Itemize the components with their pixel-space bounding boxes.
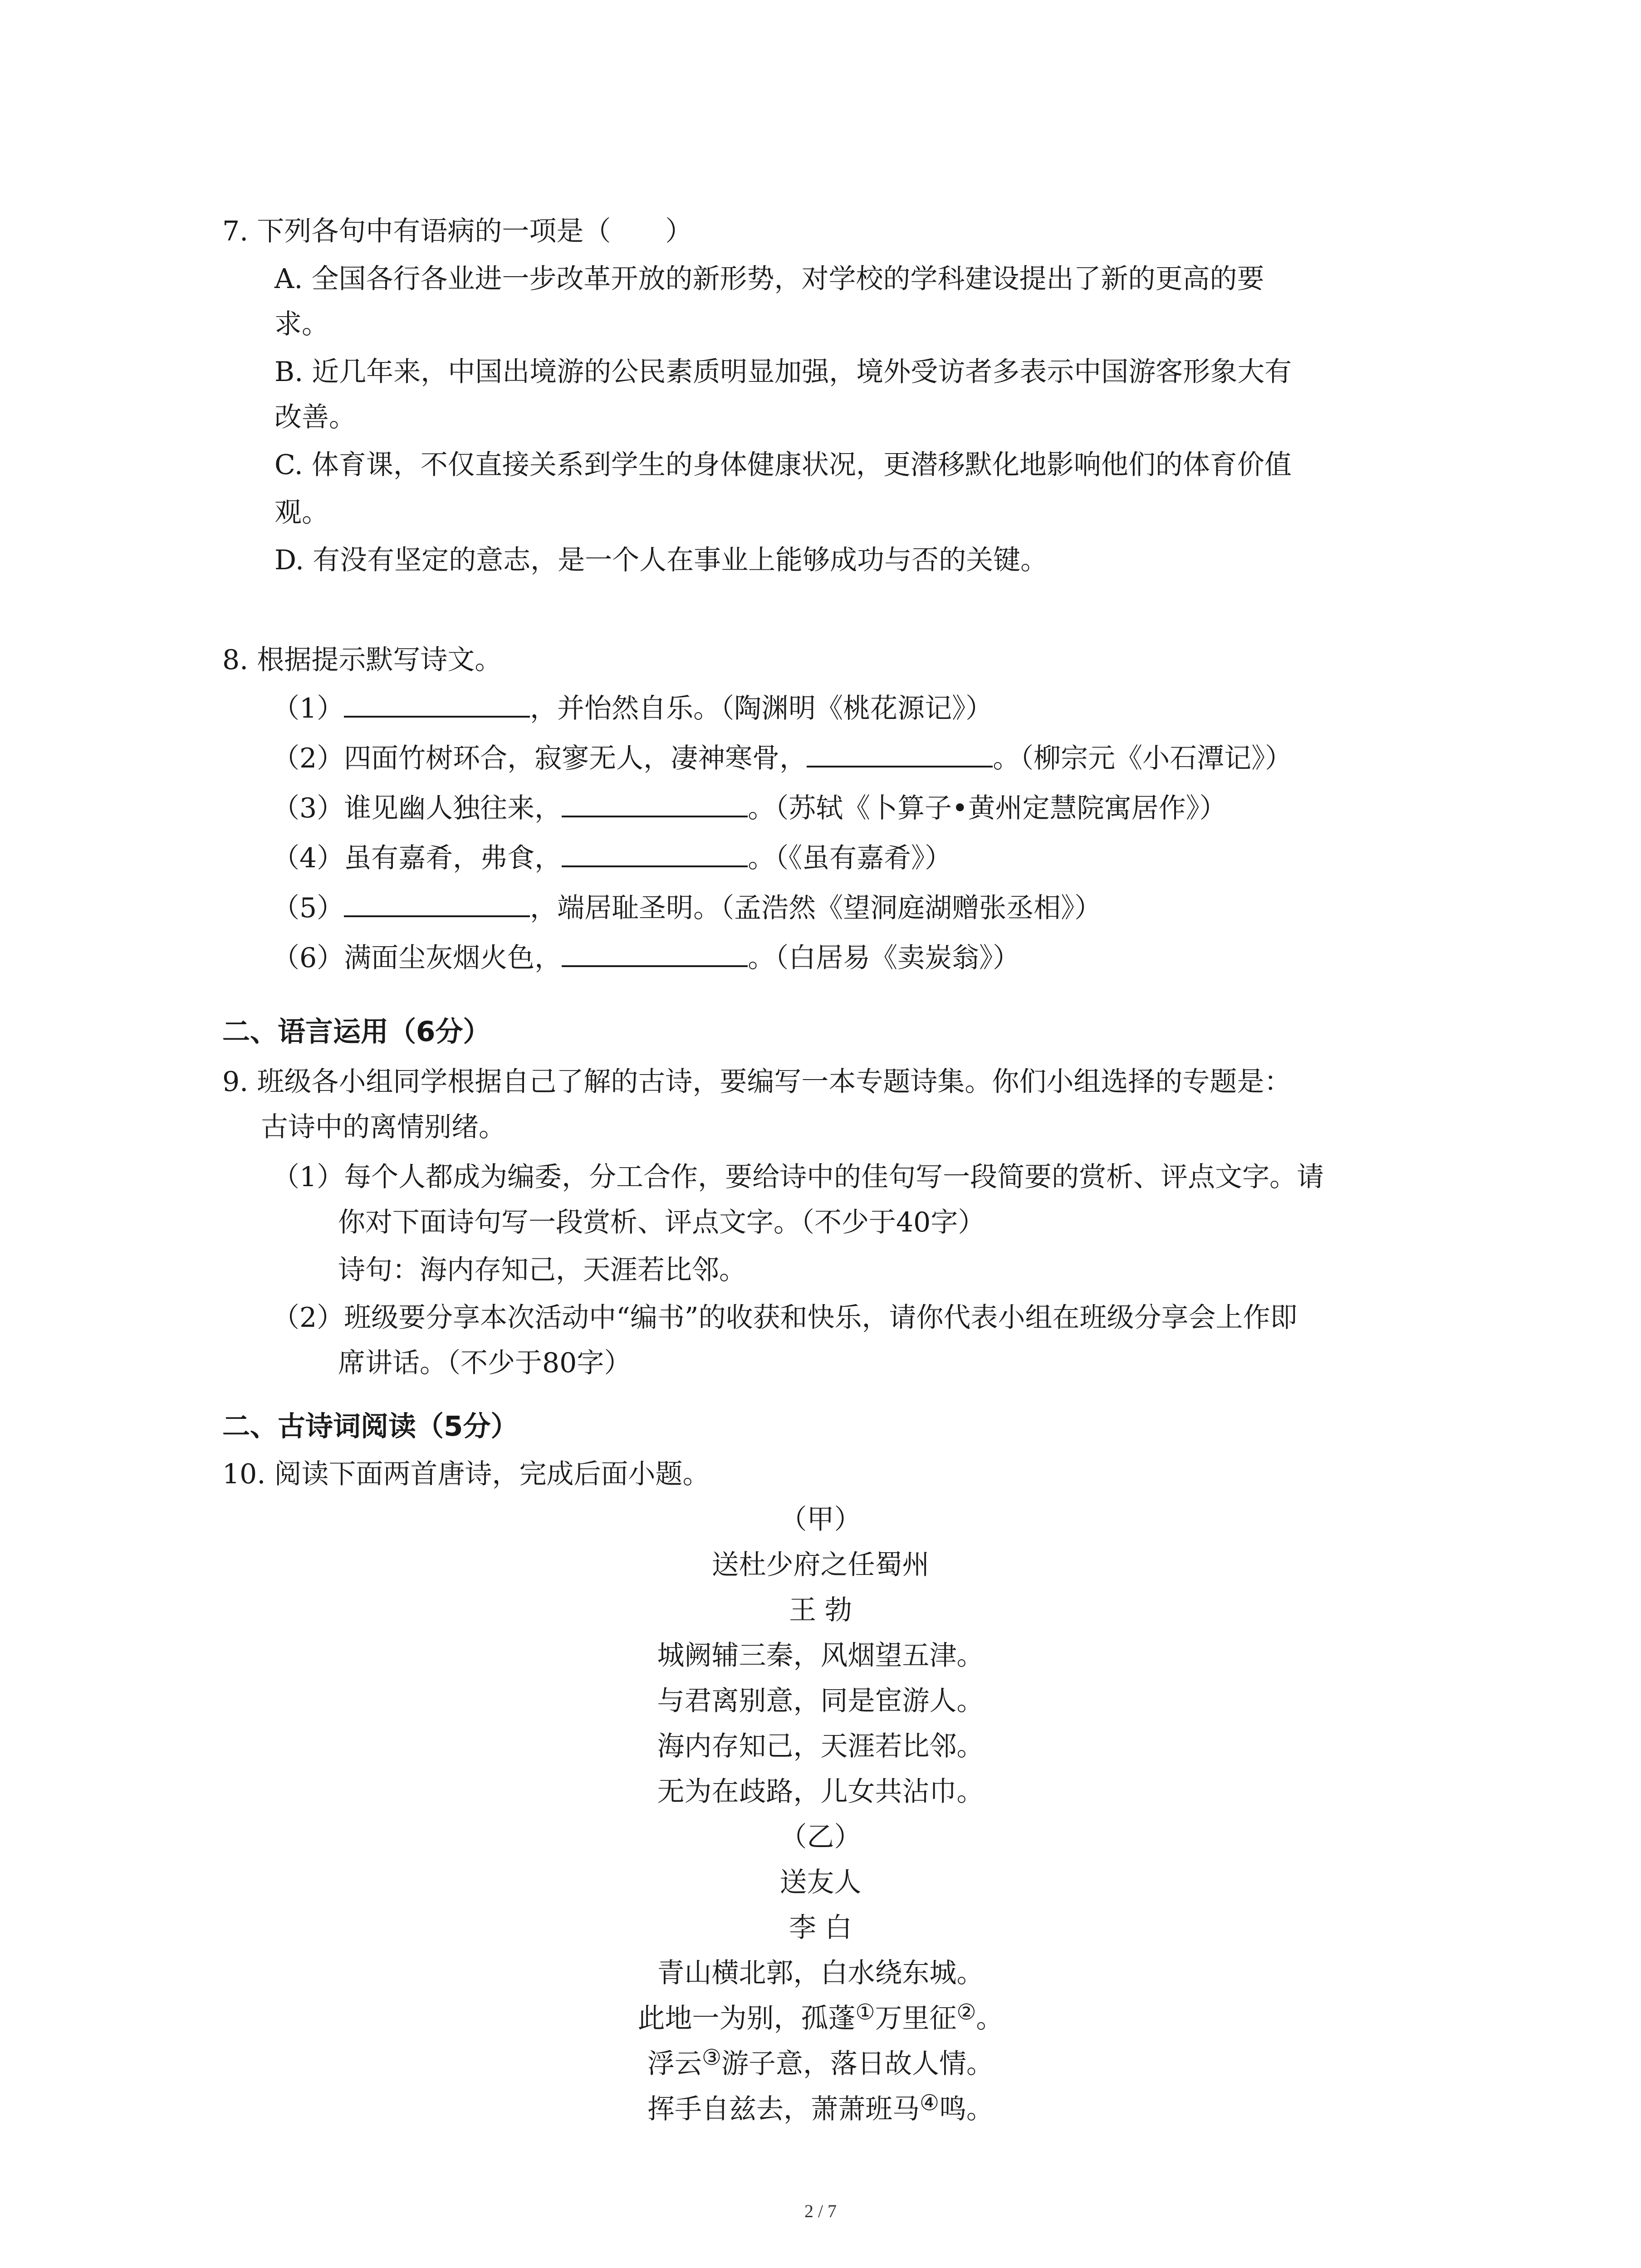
poem2-author: 李 白: [789, 1912, 852, 1944]
q8-item: [272, 839, 952, 876]
footnote-marker: ①: [855, 1999, 875, 2025]
q7-option-d: D. 有没有坚定的意志，是一个人在事业上能够成功与否的关键。: [274, 544, 1048, 576]
line-text: 浮云: [647, 2048, 702, 2080]
poem1-author: 王 勃: [789, 1594, 852, 1626]
q7-option-c: C. 体育课，不仅直接关系到学生的身体健康状况，更潜移默化地影响他们的体育价值: [274, 449, 1292, 481]
item-post: 。（柳宗元《小石潭记》）: [993, 743, 1293, 774]
q7-option-c-cont: 观。: [274, 497, 329, 528]
item-pre: 四面竹树环合，寂寥无人，凄神寒骨，: [344, 743, 807, 774]
q7-option-b: B. 近几年来，中国出境游的公民素质明显加强，境外受访者多表示中国游客形象大有: [274, 356, 1292, 388]
q9-stem-cont: 古诗中的离情别绪。: [261, 1111, 506, 1143]
item-number: （6）: [272, 942, 344, 974]
q9-part2-cont: 席讲话。（不少于80字）: [338, 1347, 632, 1379]
line-text: 万里征: [875, 2003, 957, 2034]
footnote-marker: ④: [919, 2090, 940, 2116]
poem1-title: 送杜少府之任蜀州: [711, 1549, 930, 1581]
poem1-line: 城阙辅三秦，风烟望五津。: [657, 1640, 984, 1672]
q7-option-a: A. 全国各行各业进一步改革开放的新形势，对学校的学科建设提出了新的更高的要: [274, 263, 1264, 295]
poem2-line: [0, 2091, 1641, 2129]
item-number: （5）: [272, 892, 344, 924]
page-number: 2 / 7: [804, 2201, 837, 2221]
line-text: 此地一为别，孤蓬: [637, 2003, 856, 2034]
poem2-title: 送友人: [779, 1867, 862, 1898]
q9-part2: （2）班级要分享本次活动中“编书”的收获和快乐，请你代表小组在班级分享会上作即: [272, 1302, 1298, 1334]
item-number: （4）: [272, 842, 344, 874]
fill-blank[interactable]: [562, 789, 748, 817]
item-number: （3）: [272, 792, 344, 824]
poem1-line: 无为在歧路，儿女共沾巾。: [657, 1776, 984, 1808]
poem1-line: 海内存知己，天涯若比邻。: [657, 1730, 984, 1762]
footnote-marker: ③: [701, 2045, 722, 2070]
poem1-label: （甲）: [779, 1504, 862, 1535]
poem2-line: [0, 2046, 1641, 2084]
fill-blank[interactable]: [344, 889, 530, 917]
section-heading-poetry: 二、古诗词阅读（5分）: [222, 1410, 519, 1442]
item-number: （2）: [272, 743, 344, 774]
fill-blank[interactable]: [562, 939, 748, 967]
poem2-line: 青山横北郭，白水绕东城。: [657, 1957, 984, 1989]
q7-stem: 7. 下列各句中有语病的一项是（ ）: [222, 215, 693, 247]
line-text: 。: [976, 2003, 1004, 2034]
footnote-marker: ②: [956, 1999, 976, 2025]
q8-item: [272, 889, 1102, 926]
item-post: 。（《虽有嘉肴》）: [748, 842, 952, 874]
poem2-line: [0, 2000, 1641, 2038]
item-post: ，端居耻圣明。（孟浩然《望洞庭湖赠张丞相》）: [530, 892, 1102, 924]
q10-stem: 10. 阅读下面两首唐诗，完成后面小题。: [222, 1458, 710, 1490]
item-pre: 谁见幽人独往来，: [344, 792, 562, 824]
q7-option-b-cont: 改善。: [274, 401, 356, 433]
item-pre: 虽有嘉肴，弗食，: [344, 842, 562, 874]
q7-option-a-cont: 求。: [274, 308, 329, 340]
line-text: 挥手自兹去，萧萧班马: [647, 2093, 920, 2125]
q8-item: [272, 939, 1020, 976]
q9-part1-verse: 诗句：海内存知己，天涯若比邻。: [338, 1254, 746, 1286]
section-heading-language: 二、语言运用（6分）: [222, 1016, 491, 1048]
q9-part1-cont: 你对下面诗句写一段赏析、评点文字。（不少于40字）: [338, 1207, 985, 1238]
item-pre: 满面尘灰烟火色，: [344, 942, 562, 974]
fill-blank[interactable]: [562, 839, 748, 867]
item-post: 。（苏轼《卜算子•黄州定慧院寓居作》）: [748, 792, 1227, 824]
q8-item: [272, 689, 993, 727]
fill-blank[interactable]: [807, 739, 993, 767]
q8-item: [272, 789, 1227, 826]
poem2-label: （乙）: [779, 1821, 862, 1853]
line-text: 鸣。: [939, 2093, 994, 2125]
fill-blank[interactable]: [344, 689, 530, 718]
q8-stem: 8. 根据提示默写诗文。: [222, 644, 502, 676]
q9-part1: （1）每个人都成为编委，分工合作，要给诗中的佳句写一段简要的赏析、评点文字。请: [272, 1161, 1324, 1193]
item-post: 。（白居易《卖炭翁》）: [748, 942, 1020, 974]
item-number: （1）: [272, 693, 344, 724]
line-text: 游子意，落日故人情。: [721, 2048, 994, 2080]
q8-item: [272, 739, 1292, 777]
q9-stem: 9. 班级各小组同学根据自己了解的古诗，要编写一本专题诗集。你们小组选择的专题是：: [222, 1066, 1292, 1098]
item-post: ，并怡然自乐。（陶渊明《桃花源记》）: [530, 693, 993, 724]
poem1-line: 与君离别意，同是宦游人。: [657, 1685, 984, 1717]
